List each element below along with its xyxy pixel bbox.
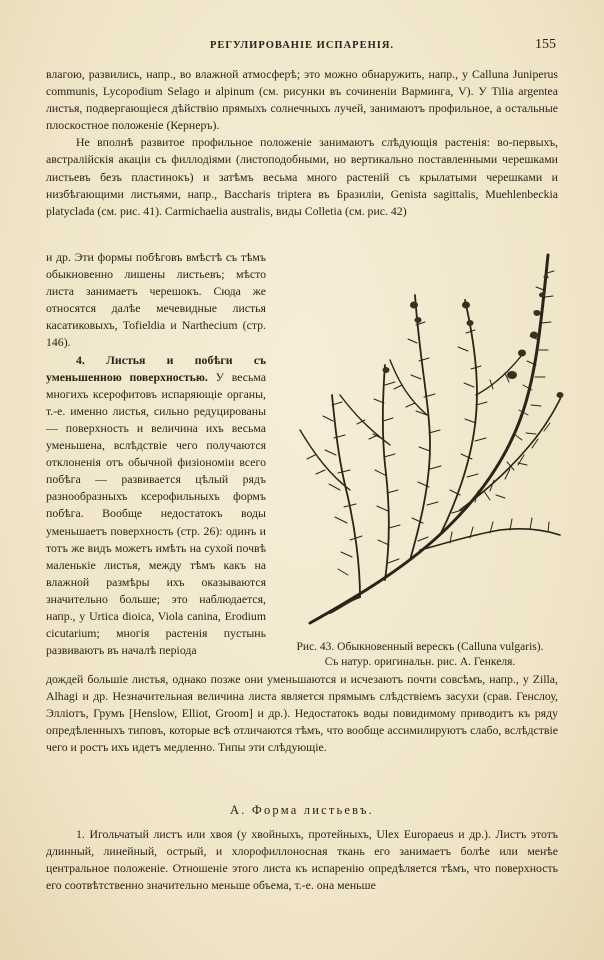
paragraph-2: Не вполнѣ развитое профильное положеніе занимаютъ слѣдующія растенія: во-первыхъ, австралійскія акаціи съ филлодіями (листоподобными, но вертикально поставленными черешками листьевъ безъ пластинокъ) и затѣмъ весьма много растеній съ крылатыми черешками и низбѣгающими листьями, напр., Baccharis triptera въ Бразиліи, Genista sagittalis, Muehlenbeckia platyclada (см. рис. 41). Carmichaelia australis, виды Colletia (см. рис. 42) — [46, 135, 558, 218]
paragraph-3: У весьма многихъ ксерофитовъ испаряющіе органы, т.-е. именно листья, сильно редуцированы — поверхность и величина ихъ весьма уменьшена, вслѣдствіе чего получаются отклоненія отъ обычной физіономіи всего побѣга — развивается цѣлый рядъ разнообразныхъ ксерофильныхъ формъ побѣга. Вообще недостатокъ воды уменьшаетъ поверхность (стр. 26): одинъ и тотъ же видъ можетъ имѣть на сухой почвѣ маленькіе листья, между тѣмъ какъ на влажной размѣры ихъ оказываются значительно больше; это наблюдается, напр., у Urtica dioica, Viola canina, Erodium cicutarium; многія растенія пустынь развиваютъ въ началѣ періода — [46, 369, 266, 658]
section-heading-a: А. Форма листьевъ. — [230, 803, 374, 817]
heather-illustration — [290, 245, 568, 640]
running-title: РЕГУЛИРОВАНІЕ ИСПАРЕНІЯ. — [209, 40, 395, 51]
paragraph-1: влагою, развились, напр., во влажной атмосферѣ; это можно обнаружить, напр., у Calluna Juniperus communis, Lycopodium Selago и alpinum (см. рисунки въ сочиненіи Варминга, V). У Tilia argentea листья, подвергающіеся дѣйствію прямыхъ солнечныхъ лучей, занимаютъ профильное, а остальные плоскостное положеніе (Кернеръ). — [46, 67, 558, 133]
text-block-top — [46, 66, 558, 220]
caption-line-1: Рис. 43. Обыкновенный верескъ (Calluna vulgaris). — [296, 641, 544, 653]
paragraph-3-end: дождей большіе листья, однако позже они уменьшаются и исчезаютъ почти совсѣмъ, напр., у Zilla, Alhagi и др. Незначительная величина листа является прямымъ слѣдствіемъ засухи (срав. Генслоу, Элліотъ, Грумъ [Henslow, Elliot, Groom] и др.). Недостатокъ воды повидимому приводитъ къ ряду опредѣленныхъ типовъ, которые всѣ отличаются тѣмъ, что вообще ассимилируютъ слабо, вслѣдствіе чего и ростъ ихъ идетъ медленно. Типы эти слѣдующіе. — [46, 672, 558, 755]
subsection-heading: 4. Листья и побѣги съ уменьшенною поверхностью. — [46, 352, 266, 384]
figure-caption — [270, 640, 570, 670]
page-number: 155 — [535, 37, 556, 52]
paragraph-2-continued: и др. Эти формы побѣговъ вмѣстѣ съ тѣмъ обыкновенно лишены листьевъ; мѣсто листа занимаетъ черешокъ. Сюда же относятся далѣе мечевидные листья касатиковыхъ, Tofieldia и Narthecium (стр. 146). — [46, 250, 266, 350]
page-header — [48, 37, 556, 58]
caption-line-2: Съ натур. оригинальн. рис. А. Генкеля. — [324, 656, 516, 668]
text-block-bottom — [46, 826, 558, 894]
text-block-middle — [46, 671, 558, 756]
figure-calluna-vulgaris — [290, 245, 568, 640]
text-block-wrapped — [46, 249, 266, 659]
paragraph-4: 1. Игольчатый листъ или хвоя (у хвойныхъ, протейныхъ, Ulex Europaeus и др.). Листъ этотъ длинный, линейный, острый, и хлорофиллоносная ткань его занимаетъ болѣе или менѣе центральное положеніе. Отношеніе этого листа къ испаренію опредѣляется тѣмъ, что поверхность его соотвѣтственно значительно меньше объема, т.-е. она меньше — [46, 827, 558, 893]
